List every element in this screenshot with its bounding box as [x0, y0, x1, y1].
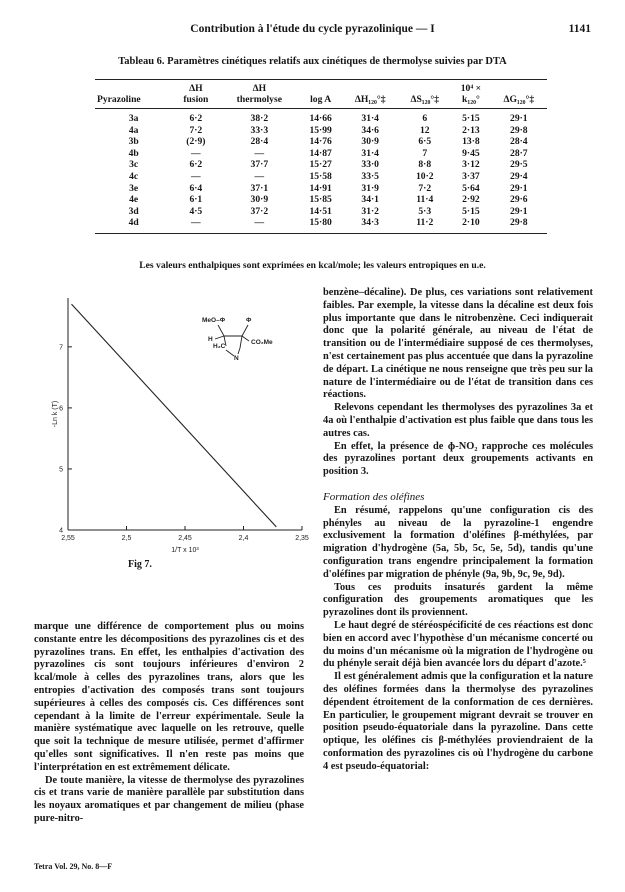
- page-number: 1141: [568, 23, 591, 35]
- table-cell: 2·10: [451, 217, 490, 233]
- table-cell: 29·5: [510, 159, 528, 171]
- x-tick-label: 2,45: [178, 535, 192, 542]
- table-cell: 5·15: [462, 205, 480, 217]
- table-cell: 5·64: [462, 182, 480, 194]
- table-row-label: 3d: [128, 205, 139, 217]
- x-ticks: [61, 526, 309, 542]
- table-row-label: 4d: [95, 217, 172, 233]
- table-cell: 29·4: [510, 170, 528, 182]
- kinetics-table: [95, 79, 547, 234]
- table-row: [95, 206, 547, 218]
- table-cell: 15·58: [309, 170, 332, 182]
- table-cell: 33·3: [250, 124, 269, 136]
- table-cell: 11·2: [398, 217, 451, 233]
- right-column: [323, 287, 593, 773]
- table-cell: 8·8: [418, 159, 432, 171]
- table-row-label: 3b: [128, 136, 139, 148]
- table-header-cell: ΔG₁₂₀°‡: [491, 94, 547, 109]
- x-tick-label: 2,4: [238, 535, 249, 542]
- x-tick-label: 2,55: [61, 535, 75, 542]
- table-header-cell: ΔH: [172, 80, 219, 95]
- table-row-label: 4e: [129, 194, 139, 206]
- right-paragraph: Tous ces produits insaturés gardent la même configuration des groupements aromatiques que les pyrazolines dont ils proviennent.: [323, 581, 593, 619]
- table-cell: 3·37: [462, 170, 480, 182]
- table-cell: 31·4: [361, 147, 379, 159]
- table-row-label: 4b: [128, 147, 139, 159]
- pyrazoline-structure-diagram: [202, 317, 273, 362]
- kinetics-table-container: [95, 79, 547, 234]
- structure-label-nitrogen: N: [234, 355, 239, 362]
- table-cell: 6·5: [418, 136, 432, 148]
- table-footnote: Les valeurs enthalpiques sont exprimées en kcal/mole; les valeurs entropiques en u.e.: [139, 260, 486, 271]
- table-cell: 12: [419, 124, 430, 136]
- right-paragraph: Relevons cependant les thermolyses des pyrazolines 3a et 4a où l'enthalpie d'activation est plus faible que dans tous les autres cas.: [323, 402, 593, 439]
- structure-label-ester: CO₂Me: [251, 339, 273, 346]
- table-header-cell: Pyrazoline: [95, 94, 172, 109]
- table-header-cell: fusion: [172, 94, 219, 109]
- right-paragraph: Le haut degré de stéréospécificité de ces réactions est donc bien en accord avec l'hypothèse d'un mécanisme concerté ou du moins d'un mécanisme où la migration de l'hydrogène ou du phényle serait déjà bien avancée lors du départ d'azote.⁵: [323, 619, 593, 670]
- right-paragraph: En effet, la présence de ɸ-NO₂ rapproche ces molécules des pyrazolines portant deux groupements activants en position 3.: [323, 440, 593, 478]
- table-cell: 14·51: [309, 205, 332, 217]
- table-cell: 14·87: [309, 147, 332, 159]
- table-cell: 37·1: [250, 182, 269, 194]
- table-cell: 6: [422, 113, 428, 124]
- table-cell: 28·7: [510, 147, 528, 159]
- right-paragraph: benzène–décaline). De plus, ces variations sont relativement faibles. Par exemple, la vitesse dans la décaline est deux fois plus importante que dans le nitrobenzène. Ceci indiquerait donc que la polarité générale, au niveau de l'état de transition ou de l'intermédiaire supposé de ces thermolyses, n'est certainement pas plus accentuée que dans la pyrazoline de départ. La cinétique ne nous renseigne que très peu sur la nature de l'intermédiaire ou de l'état de transition dans ces réactions.: [323, 287, 593, 401]
- structure-label-left: MeO–Φ: [202, 317, 226, 324]
- table-cell: 10·2: [415, 170, 434, 182]
- table-cell: 29·1: [510, 205, 528, 217]
- table-cell: 29·1: [510, 113, 528, 124]
- table-cell: 6·4: [189, 182, 203, 194]
- table-row: [95, 183, 547, 195]
- table-cell: —: [254, 147, 265, 159]
- table-cell: —: [254, 170, 265, 182]
- table-header-row-bottom: [95, 94, 547, 109]
- table-row: [95, 159, 547, 171]
- y-tick-label: 6: [59, 405, 63, 413]
- table-cell: 9·45: [462, 147, 480, 159]
- x-axis-label: 1/T x 10³: [171, 547, 199, 554]
- table-cell: 31·2: [361, 205, 379, 217]
- table-cell: 37·7: [250, 159, 269, 171]
- table-cell: 28·4: [250, 136, 269, 148]
- table-header-cell: [95, 80, 172, 95]
- table-row-label: 3c: [129, 159, 139, 171]
- table-cell: 29·8: [491, 217, 547, 233]
- table-header-cell: log A: [299, 94, 342, 109]
- table-cell: 34·3: [342, 217, 398, 233]
- table-cell: 5·15: [462, 113, 480, 124]
- series-line: [72, 304, 277, 527]
- y-tick-label: 7: [59, 344, 63, 352]
- table-header-cell: [398, 80, 451, 95]
- table-cell: 7·2: [418, 182, 432, 194]
- table-cell: 4·5: [189, 205, 203, 217]
- table-cell: 11·4: [416, 194, 434, 206]
- table-cell: 15·85: [309, 194, 332, 206]
- right-paragraph: En résumé, rappelons qu'une configuration cis des phényles au niveau de la pyrazoline-1 engendre exclusivement la formation d'oléfines β-méthylées, par migration d'hydrogène (5a, 5b, 5c, 5e, 5d), tandis qu'une configuration trans engendre principalement la formation d'oléfines par migration de phényle (9a, 9b, 9c, 9e, 9d).: [323, 504, 593, 580]
- table-header-cell: 10⁴ ×: [451, 80, 490, 95]
- table-row-label: 3a: [128, 113, 139, 124]
- running-title: Contribution à l'étude du cycle pyrazolinique — I: [190, 23, 435, 35]
- table-row-label: 3e: [129, 182, 139, 194]
- y-axis-label: -Ln k (T): [52, 400, 59, 428]
- table-cell: 30·9: [361, 136, 379, 148]
- table-cell: 34·6: [361, 124, 379, 136]
- table-header-cell: ΔS₁₂₀°‡: [398, 94, 451, 109]
- table-row: [95, 171, 547, 183]
- y-tick-label: 5: [59, 466, 63, 474]
- journal-footer: Tetra Vol. 29, No. 8—F: [34, 862, 113, 871]
- left-paragraph: De toute manière, la vitesse de thermolyse des pyrazolines cis et trans varie de manière parallèle par substitution dans les noyaux aromatiques et par changement de milieu (phase pure-nitro-: [34, 774, 304, 824]
- table-cell: 15·80: [299, 217, 342, 233]
- table-cell: 6·1: [189, 194, 203, 206]
- arrhenius-plot: [50, 286, 315, 558]
- table-cell: 38·2: [250, 113, 269, 124]
- table-cell: 30·9: [250, 194, 269, 206]
- table-cell: 5·3: [418, 205, 432, 217]
- left-paragraph: marque une différence de comportement plus ou moins constante entre les décompositions des pyrazolines cis et des pyrazolines trans. En effet, les enthalpies d'activation des pyrazolines cis sont toujours inférieures d'environ 2 kcal/mole à celles des pyrazolines trans, alors que les entropies d'activation des composés trans sont toujours supérieures à celles des composés cis. Ces différences sont cependant à la limite de l'erreur expérimentale. Seule la manière systématique avec laquelle on les retrouve, quelle que soit la technique de mesure utilisée, permet d'affirmer qu'elles sont significatives. Il n'en reste pas moins que l'interprétation en est extrêmement délicate.: [34, 621, 304, 773]
- structure-label-ring: H₂C: [213, 343, 226, 350]
- table-caption: Tableau 6. Paramètres cinétiques relatifs aux cinétiques de thermolyse suivies par DTA: [118, 56, 507, 67]
- structure-label-hydrogen: H: [208, 336, 213, 343]
- table-row-label: 4c: [129, 170, 139, 182]
- table-cell: 33·5: [361, 170, 379, 182]
- table-body: [95, 109, 547, 234]
- table-cell: 37·2: [250, 205, 269, 217]
- table-header-row-top: [95, 80, 547, 95]
- table-header-cell: ΔH₁₂₀°‡: [342, 94, 398, 109]
- y-ticks: [59, 344, 72, 534]
- table-header-cell: thermolyse: [219, 94, 299, 109]
- table-cell: 6·2: [189, 159, 203, 171]
- table-cell: 31·9: [361, 182, 379, 194]
- structure-label-right: Φ: [246, 317, 252, 324]
- table-cell: —: [172, 217, 219, 233]
- structure-bonds: [215, 325, 249, 356]
- table-cell: —: [191, 170, 201, 182]
- table-cell: 3·12: [462, 159, 480, 171]
- table-cell: 31·4: [361, 113, 379, 124]
- table-cell: 15·27: [309, 159, 332, 171]
- table-row-label: 4a: [128, 124, 139, 136]
- table-header-cell: [342, 80, 398, 95]
- table-cell: 13·8: [462, 136, 480, 148]
- section-heading: Formation des oléfines: [323, 490, 425, 503]
- table-cell: 2·92: [462, 194, 480, 206]
- table-cell: 15·99: [309, 124, 332, 136]
- table-row: [95, 217, 547, 233]
- table-cell: 33·0: [361, 159, 379, 171]
- table-row: [95, 148, 547, 160]
- table-row: [95, 194, 547, 206]
- table-cell: 34·1: [361, 194, 379, 206]
- y-tick-label: 4: [59, 527, 63, 535]
- table-cell: 28·4: [510, 136, 528, 148]
- left-column: [34, 621, 304, 826]
- table-cell: 14·66: [309, 113, 332, 124]
- x-tick-label: 2,5: [121, 535, 132, 542]
- table-cell: 29·1: [510, 182, 528, 194]
- table-cell: (2·9): [186, 136, 206, 148]
- table-cell: —: [219, 217, 299, 233]
- x-tick-label: 2,35: [295, 535, 309, 542]
- table-cell: 7: [422, 147, 428, 159]
- table-cell: 14·91: [309, 182, 332, 194]
- table-cell: 7·2: [189, 124, 203, 136]
- table-header-cell: [299, 80, 342, 95]
- table-header-cell: k₁₂₀°: [451, 94, 490, 109]
- table-cell: 14·76: [309, 136, 332, 148]
- table-cell: 29·6: [510, 194, 528, 206]
- table-header-cell: [491, 80, 547, 95]
- table-row: [95, 136, 547, 148]
- table-row: [95, 109, 547, 125]
- table-cell: —: [191, 147, 201, 159]
- table-cell: 2·13: [462, 124, 480, 136]
- table-header-cell: ΔH: [219, 80, 299, 95]
- figure-caption: Fig 7.: [128, 559, 152, 570]
- table-cell: 29·8: [510, 124, 528, 136]
- table-cell: 6·2: [189, 113, 203, 124]
- table-row: [95, 125, 547, 137]
- right-paragraph: Il est généralement admis que la configuration et la nature des oléfines formées dans la thermolyse des pyrazolines dépendent étroitement de la conformation de ces dernières. En particulier, le groupement migrant devrait se trouver en position pseudo-équatoriale dans la pyrazoline. Dans cette optique, les oléfines cis β-méthylées proviendraient de la conformation des pyrazolines cis où l'hydrogène du carbone 4 est pseudo-équatorial:: [323, 671, 593, 772]
